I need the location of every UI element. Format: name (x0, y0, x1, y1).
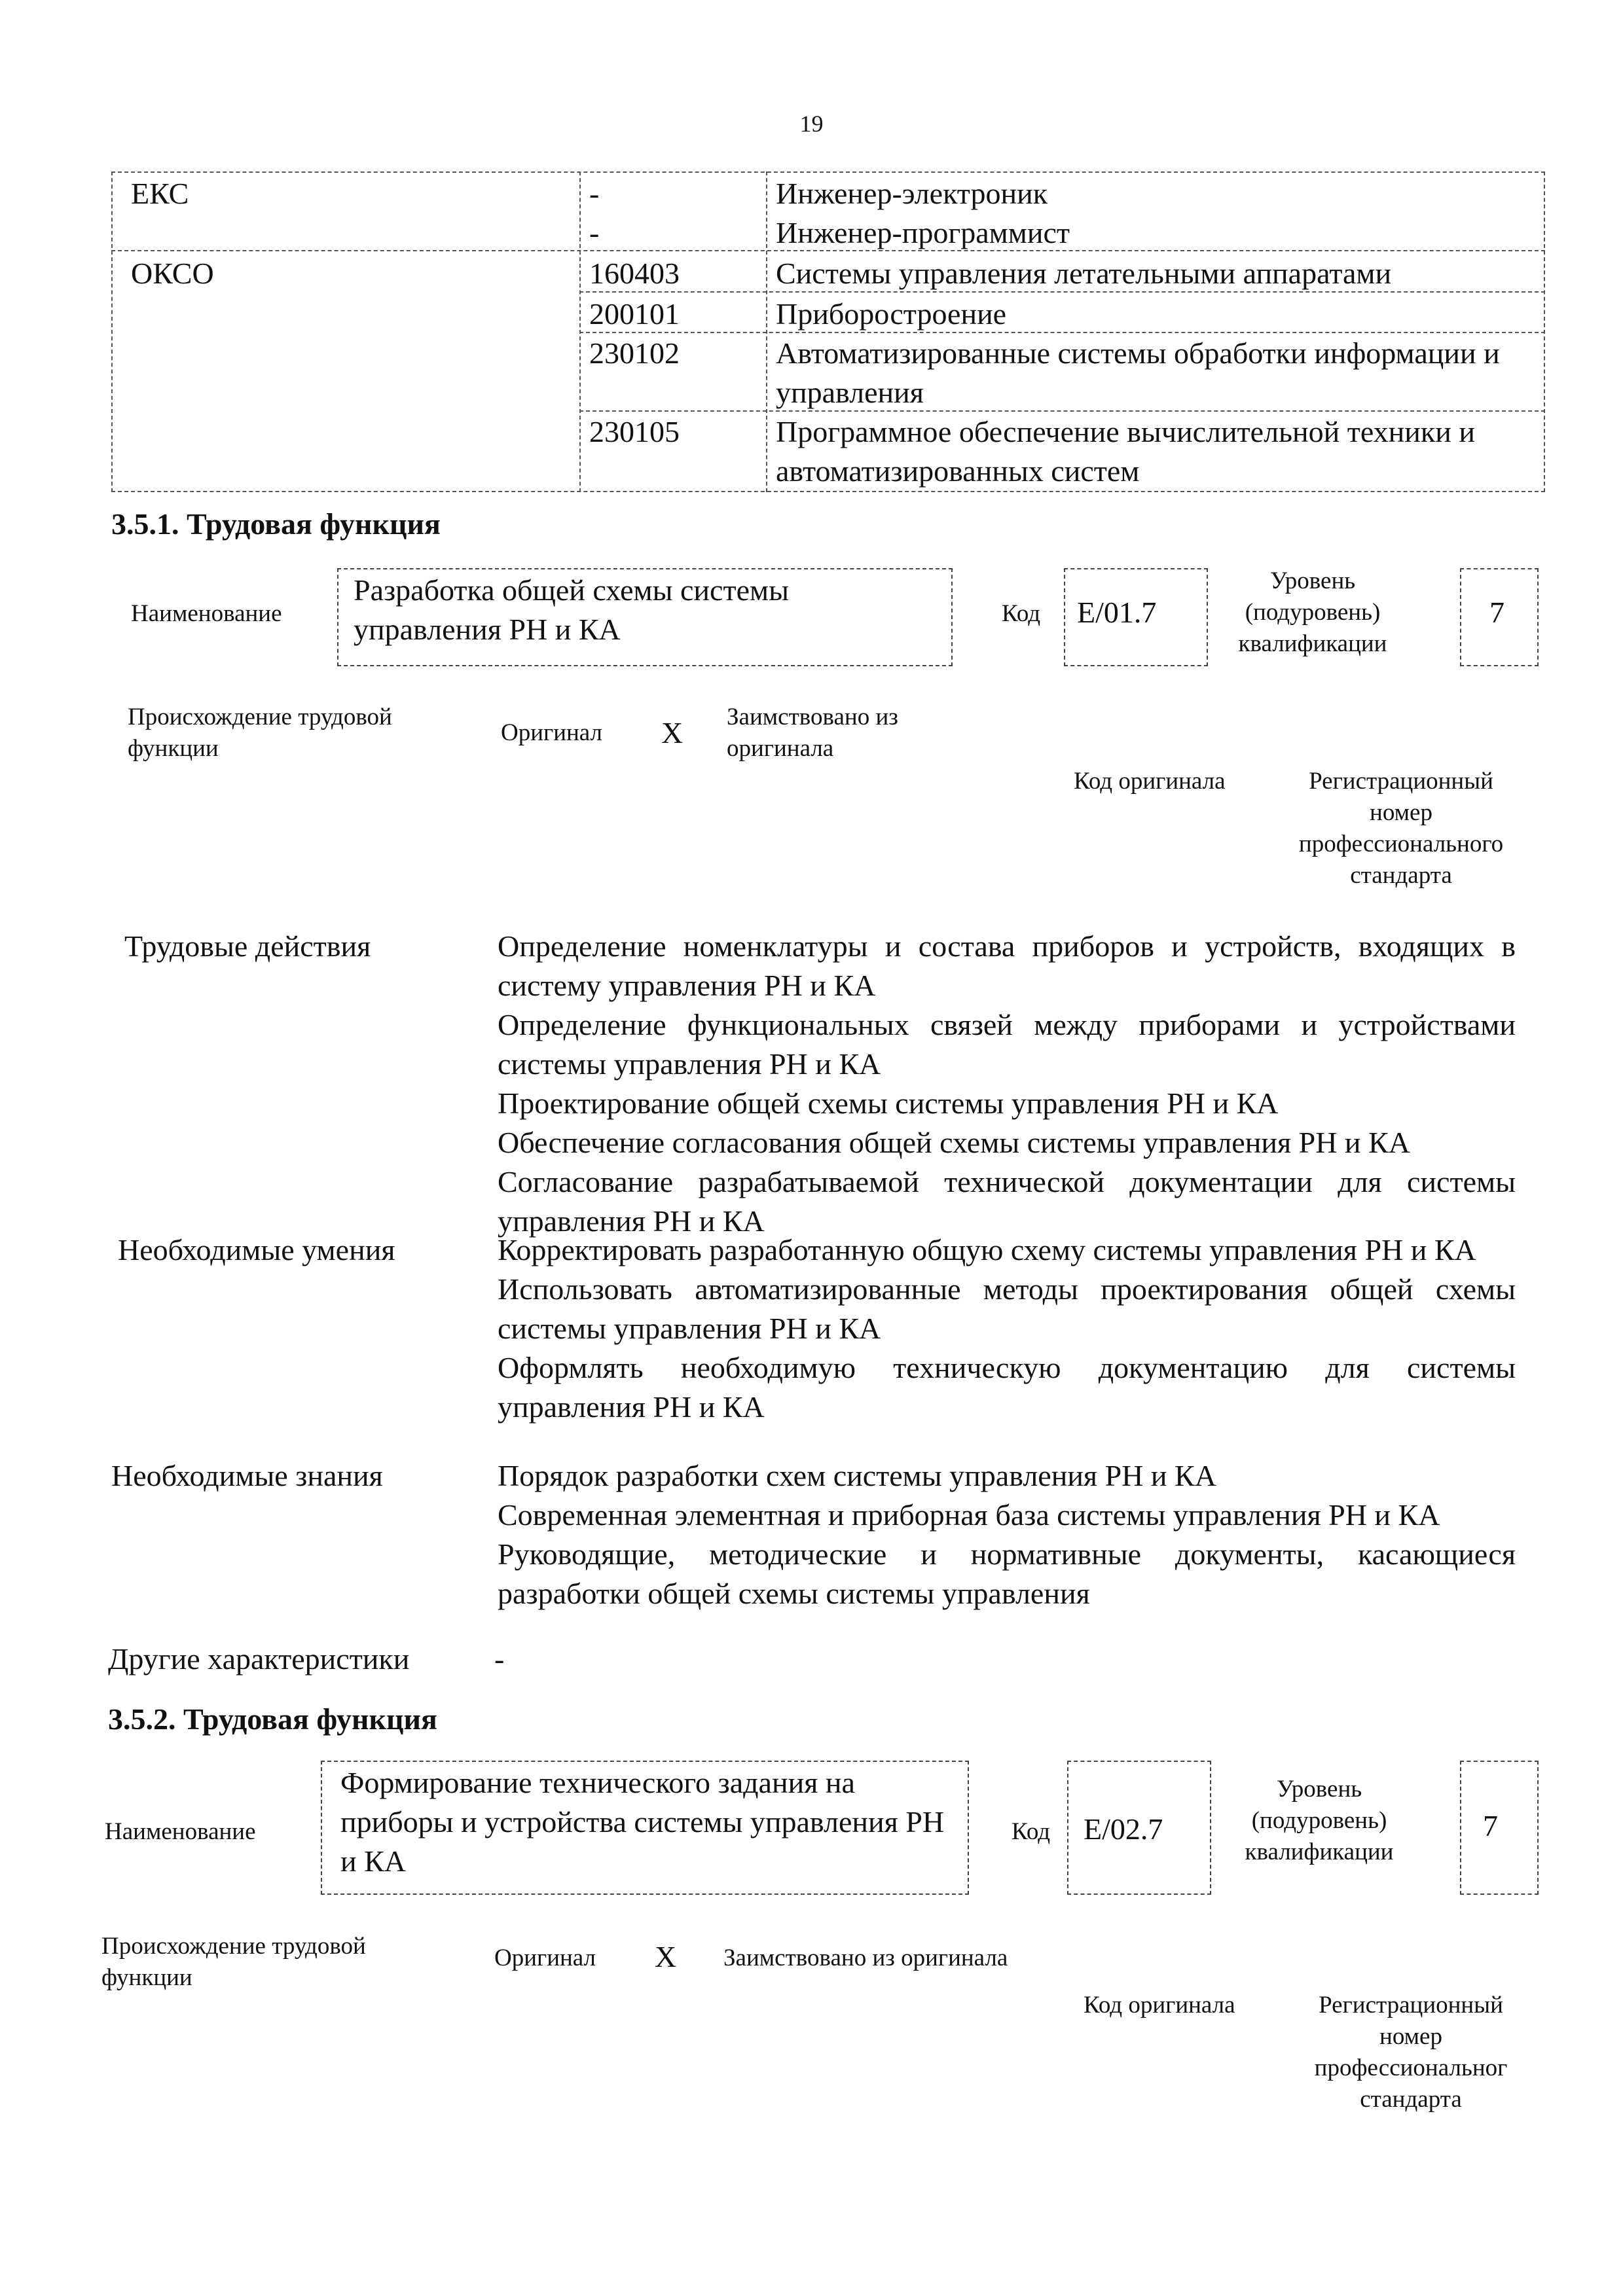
table-name: Инженер-электроник (776, 177, 1048, 210)
code-label: Код (1002, 600, 1041, 627)
list-item: Корректировать разработанную общую схему системы управления РН и КА (498, 1233, 1476, 1266)
table-name: Системы управления летательными аппаратами (776, 257, 1392, 290)
list-item: Руководящие, методические и нормативные документы, касающиеся разработки общей схемы системы управления (498, 1537, 1516, 1610)
table-name: Программное обеспечение вычислительной техники и автоматизированных систем (776, 415, 1475, 488)
table-code: 200101 (589, 297, 680, 331)
list-item: Оформлять необходимую техническую документацию для системы управления РН и КА (498, 1351, 1516, 1424)
borrowed-label: Заимствовано из оригинала (723, 1945, 1008, 1971)
table-source: ОКСО (131, 257, 214, 290)
table-name: Приборостроение (776, 297, 1007, 331)
list-item: Определение функциональных связей между приборами и устройствами системы управления РН и КА (498, 1008, 1516, 1081)
list-item: Порядок разработки схем системы управления РН и КА (498, 1459, 1216, 1492)
table-name: Автоматизированные системы обработки информации и управления (776, 336, 1500, 409)
section-title: Трудовые действия (124, 929, 371, 963)
code-value: E/02.7 (1084, 1812, 1163, 1846)
section-title: Необходимые умения (118, 1233, 395, 1266)
borrowed-label: Заимствовано из оригинала (727, 704, 898, 762)
section-title: Необходимые знания (111, 1459, 383, 1492)
table-code: 160403 (589, 257, 680, 290)
function-name: Разработка общей схемы системы управления РН и КА (354, 573, 790, 646)
level-label: Уровень (подуровень) квалификации (1238, 567, 1387, 657)
function-name: Формирование технического задания на приборы и устройства системы управления РН и КА (340, 1766, 945, 1878)
registration-number-label: Регистрационный номер профессиональног стандарта (1314, 1992, 1508, 2113)
original-code-label: Код оригинала (1084, 1992, 1235, 2018)
list-item: Определение номенклатуры и состава приборов и устройств, входящих в систему управления РН и КА (498, 929, 1516, 1002)
table-name: Инженер-программист (776, 216, 1070, 249)
table-code: 230105 (589, 415, 680, 448)
labor-actions-list (498, 927, 1516, 1241)
knowledge-list (498, 1456, 1516, 1613)
section-title: Другие характеристики (108, 1642, 410, 1676)
list-item: Проектирование общей схемы системы управления РН и КА (498, 1086, 1279, 1120)
level-value: 7 (1489, 596, 1504, 629)
list-item: Использовать автоматизированные методы проектирования общей схемы системы управления РН и КА (498, 1272, 1516, 1345)
table-source: ЕКС (131, 177, 189, 210)
skills-list (498, 1230, 1516, 1427)
list-item: Согласование разрабатываемой технической документации для системы управления РН и КА (498, 1165, 1516, 1238)
origin-label: Происхождение трудовой функции (128, 704, 392, 762)
original-mark: X (655, 1940, 677, 1973)
table-code: - (589, 216, 600, 249)
section-heading: 3.5.1. Трудовая функция (111, 507, 441, 541)
name-label: Наименование (131, 600, 282, 627)
origin-label: Происхождение трудовой функции (101, 1933, 366, 1991)
level-box (1460, 1761, 1539, 1895)
section-heading: 3.5.2. Трудовая функция (108, 1702, 437, 1736)
original-code-label: Код оригинала (1074, 768, 1226, 795)
name-label: Наименование (105, 1818, 256, 1845)
code-label: Код (1012, 1818, 1051, 1845)
level-label: Уровень (подуровень) квалификации (1245, 1776, 1394, 1865)
original-label: Оригинал (494, 1945, 596, 1971)
original-label: Оригинал (501, 719, 603, 746)
level-value: 7 (1483, 1809, 1498, 1842)
page-number: 19 (799, 111, 824, 137)
table-code: 230102 (589, 336, 680, 370)
list-item: Обеспечение согласования общей схемы системы управления РН и КА (498, 1126, 1410, 1159)
registration-number-label: Регистрационный номер профессионального стандарта (1298, 768, 1504, 889)
list-item: - (494, 1642, 505, 1676)
table-code: - (589, 177, 600, 210)
original-mark: X (661, 716, 684, 749)
list-item: Современная элементная и приборная база системы управления РН и КА (498, 1498, 1440, 1532)
code-value: E/01.7 (1077, 596, 1157, 629)
